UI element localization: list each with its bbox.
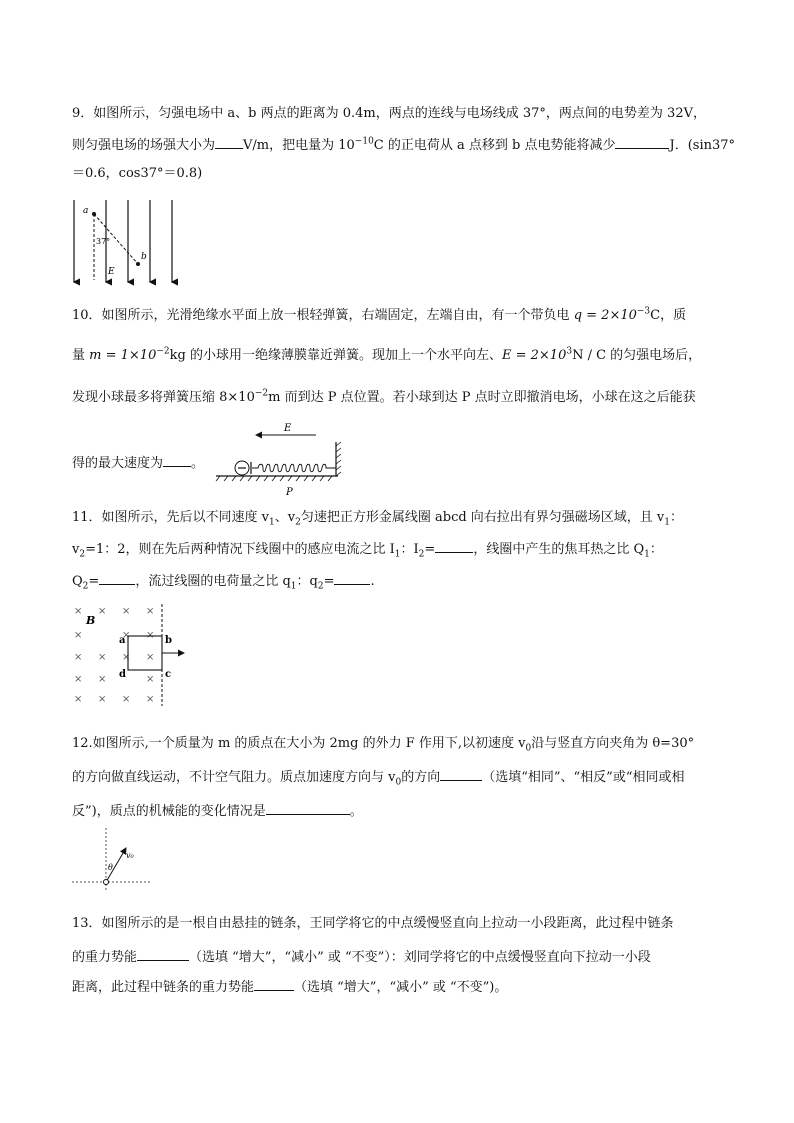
- q12-line2: 的方向做直线运动，不计空气阻力。质点加速度方向与 $v_0$的方向 （选填“相同”、“相反”或“相同或相: [72, 766, 684, 788]
- svg-text:×: ×: [74, 694, 83, 705]
- label-B: B: [86, 614, 96, 627]
- svg-text:×: ×: [98, 652, 107, 663]
- q13-line3: 距离，此过程中链条的重力势能 （选填 “增大”，“减小” 或 “不变”)。: [72, 976, 507, 998]
- q9-figure: [64, 196, 184, 286]
- svg-text:×: ×: [122, 694, 131, 705]
- label-theta: θ: [108, 863, 113, 872]
- svg-text:×: ×: [98, 674, 107, 685]
- field-lines: [74, 200, 172, 282]
- label-E: E: [108, 267, 115, 277]
- q12-figure: [70, 826, 154, 892]
- svg-text:×: ×: [74, 652, 83, 663]
- svg-text:×: ×: [122, 652, 131, 663]
- svg-text:×: ×: [74, 630, 83, 641]
- q11-line1: 11．如图所示，先后以不同速度 $v_1$、$v_2$匀速把正方形金属线圈 abcd 向右拉出有界匀强磁场区域，且 $v_1$：: [72, 510, 684, 528]
- label-angle: 37°: [96, 237, 111, 246]
- svg-text:×: ×: [122, 630, 131, 641]
- q10-line1: 10．如图所示，光滑绝缘水平面上放一根轻弹簧，右端固定，左端自由，有一个带负电 $q = 2\times 10^{-3}C$，质: [72, 306, 687, 323]
- point-a: [92, 212, 96, 216]
- svg-text:×: ×: [146, 606, 155, 617]
- q12-line3: 反”)，质点的机械能的变化情况是 。: [72, 800, 363, 822]
- svg-text:×: ×: [146, 630, 155, 641]
- label-P: P: [286, 487, 293, 498]
- label-E: E: [284, 423, 292, 434]
- q13-blank-up[interactable]: [137, 946, 189, 961]
- q11-blank-current[interactable]: [435, 538, 473, 553]
- q10-line3: 发现小球最多将弹簧压缩 $8\times 10^{-2}m$ 而到达 P 点位置。若小球到达 P 点时立即撤消电场，小球在这之后能获: [72, 388, 696, 405]
- q10-line2: 量 $m = 1\times 10^{-2}kg$ 的小球用一绝缘薄膜靠近弹簧。现加上一个水平向左、$E = 2\times 10^3N / C$ 的匀强电场后，: [72, 346, 702, 363]
- svg-text:×: ×: [74, 674, 83, 685]
- q9-line3: ＝0.6，cos37°＝0.8): [72, 166, 203, 181]
- svg-text:×: ×: [146, 694, 155, 705]
- particle: [104, 880, 109, 885]
- q11-blank-heat[interactable]: [99, 570, 135, 585]
- floor-hatch: [216, 476, 332, 481]
- q10-blank-speed[interactable]: [163, 452, 191, 467]
- q9-blank-field[interactable]: [215, 134, 243, 149]
- q11-figure: [70, 602, 194, 706]
- label-a: a: [83, 206, 89, 216]
- q9-line1: 9．如图所示，匀强电场中 a、b 两点的距离为 0.4m，两点的连线与电场线成 37°，两点间的电势差为 32V，: [72, 106, 706, 121]
- q10-line4: 得的最大速度为 。: [72, 452, 204, 474]
- point-b: [136, 262, 140, 266]
- q12-blank-energy[interactable]: [266, 800, 350, 815]
- q13-line2: 的重力势能 （选填 “增大”，“减小” 或 “不变”）：刘同学将它的中点缓慢竖直向下拉动一小段: [72, 946, 651, 968]
- svg-text:×: ×: [122, 606, 131, 617]
- q11-blank-charge[interactable]: [334, 570, 370, 585]
- svg-text:×: ×: [98, 694, 107, 705]
- label-b: b: [141, 252, 147, 262]
- label-b: b: [165, 635, 172, 646]
- q13-blank-down[interactable]: [254, 976, 294, 991]
- q12-blank-direction[interactable]: [440, 766, 482, 781]
- svg-text:×: ×: [98, 606, 107, 617]
- q9-blank-energy[interactable]: [615, 134, 669, 149]
- spring: [252, 464, 336, 472]
- svg-text:×: ×: [146, 652, 155, 663]
- wall-hatch: [336, 442, 341, 476]
- label-a: a: [119, 635, 126, 646]
- q11-line2: $v_2=1$：2，则在先后两种情况下线圈中的感应电流之比 $I_1$：$I_2=$ ，线圈中产生的焦耳热之比 $Q_1$：: [72, 538, 663, 560]
- q9-line2: 则匀强电场的场强大小为 V/m，把电量为 $10^{-10}C$ 的正电荷从 a 点移到 b 点电势能将减少 J．(sin37°: [72, 134, 735, 156]
- label-d: d: [119, 669, 126, 680]
- q11-line3: $Q_2=$ ，流过线圈的电荷量之比 $q_1$：$q_2=$ .: [72, 570, 375, 592]
- svg-text:×: ×: [146, 674, 155, 685]
- q10-figure: [212, 418, 354, 500]
- q13-line1: 13．如图所示的是一根自由悬挂的链条，王同学将它的中点缓慢竖直向上拉动一小段距离，此过程中链条: [72, 916, 674, 931]
- label-v0: v₀: [126, 851, 134, 860]
- label-c: c: [165, 669, 172, 680]
- svg-text:×: ×: [74, 606, 83, 617]
- q12-line1: 12.如图所示,一个质量为 m 的质点在大小为 2mg 的外力 F 作用下,以初速度 $v_0$沿与竖直方向夹角为 θ=30°: [72, 736, 695, 754]
- square-coil: [128, 636, 162, 670]
